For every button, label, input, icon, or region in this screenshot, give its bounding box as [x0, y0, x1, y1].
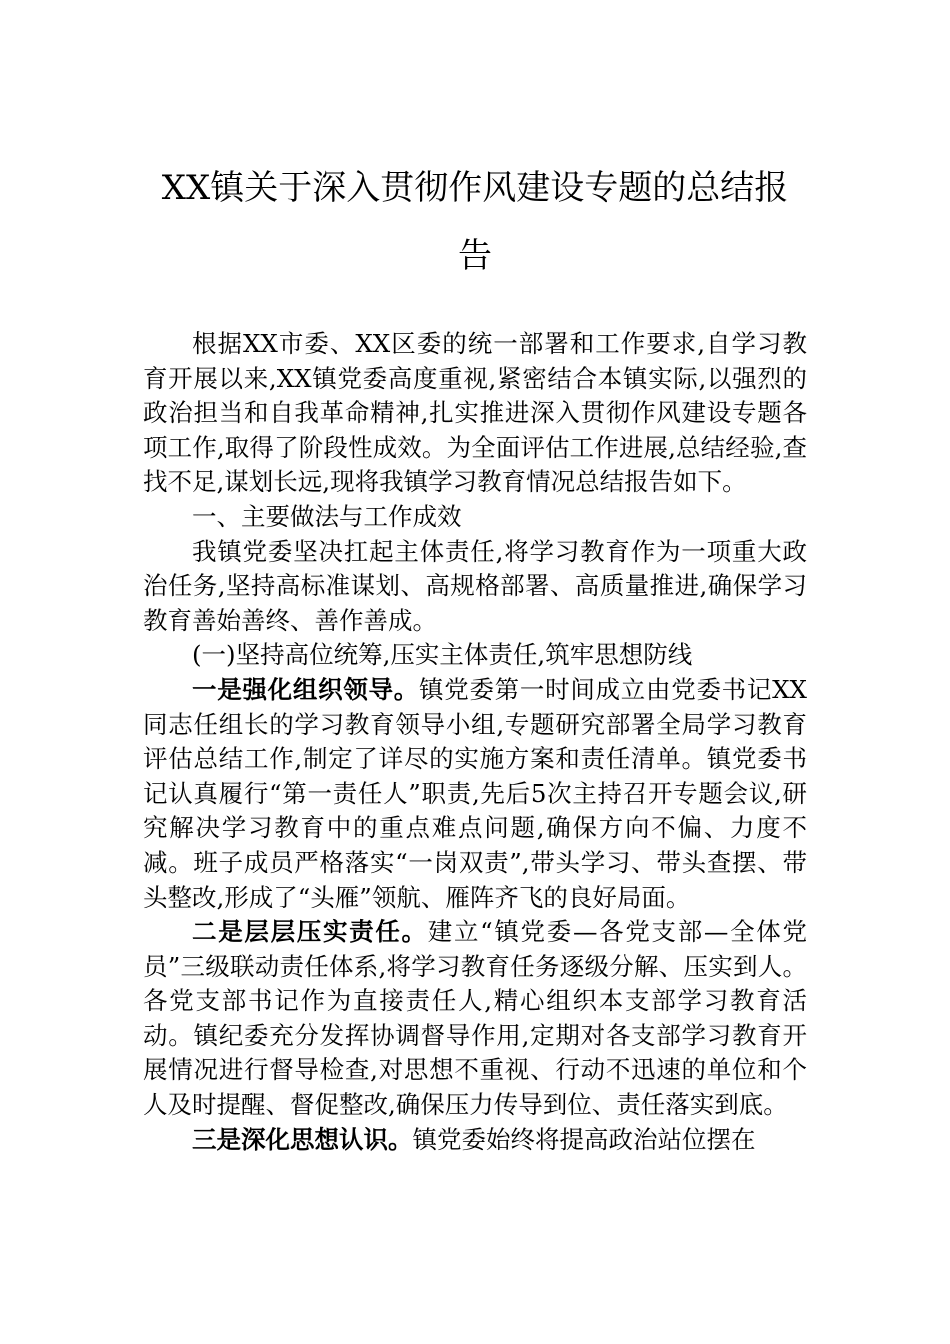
item-3-lead: 三是深化思想认识。 [192, 1124, 413, 1154]
item-3-text: 镇党委始终将提高政治站位摆在 [412, 1124, 756, 1154]
document-title-line-1: XX镇关于深入贯彻作风建设专题的总结报 [161, 168, 789, 208]
item-3-paragraph [143, 1123, 807, 1158]
document-title-line-2: 告 [458, 236, 492, 276]
section-1-intro-paragraph: 我镇党委坚决扛起主体责任,将学习教育作为一项重大政治任务,坚持高标准谋划、高规格部署、高质量推进,确保学习教育善始善终、善作善成。 [143, 536, 807, 635]
item-2-lead: 二是层层压实责任。 [192, 917, 428, 947]
document-body [143, 327, 807, 1157]
item-2-paragraph [143, 915, 807, 1123]
intro-paragraph: 根据XX市委、XX区委的统一部署和工作要求,自学习教育开展以来,XX镇党委高度重视,紧密结合本镇实际,以强烈的政治担当和自我革命精神,扎实推进深入贯彻作风建设专题各项工作,取得了阶段性成效。为全面评估工作进展,总结经验,查找不足,谋划长远,现将我镇学习教育情况总结报告如下。 [143, 329, 807, 497]
item-1-lead: 一是强化组织领导。 [192, 674, 419, 704]
item-1-text: 镇党委第一时间成立由党委书记XX同志任组长的学习教育领导小组,专题研究部署全局学习教育评估总结工作,制定了详尽的实施方案和责任清单。镇党委书记认真履行“第一责任人”职责,先后5次主持召开专题会议,研究解决学习教育中的重点难点问题,确保方向不偏、力度不减。班子成员严格落实“一岗双责”,带头学习、带头查摆、带头整改,形成了“头雁”领航、雁阵齐飞的良好局面。 [143, 674, 807, 912]
section-1-heading: 一、主要做法与工作成效 [192, 501, 462, 531]
item-2-text: 建立“镇党委—各党支部—全体党员”三级联动责任体系,将学习教育任务逐级分解、压实到人。各党支部书记作为直接责任人,精心组织本支部学习教育活动。镇纪委充分发挥协调督导作用,定期对各支部学习教育开展情况进行督导检查,对思想不重视、行动不迅速的单位和个人及时提醒、督促整改,确保压力传导到位、责任落实到底。 [143, 917, 807, 1120]
subsection-1-heading: (一)坚持高位统筹,压实主体责任,筑牢思想防线 [192, 640, 693, 670]
item-1-paragraph [143, 673, 807, 915]
